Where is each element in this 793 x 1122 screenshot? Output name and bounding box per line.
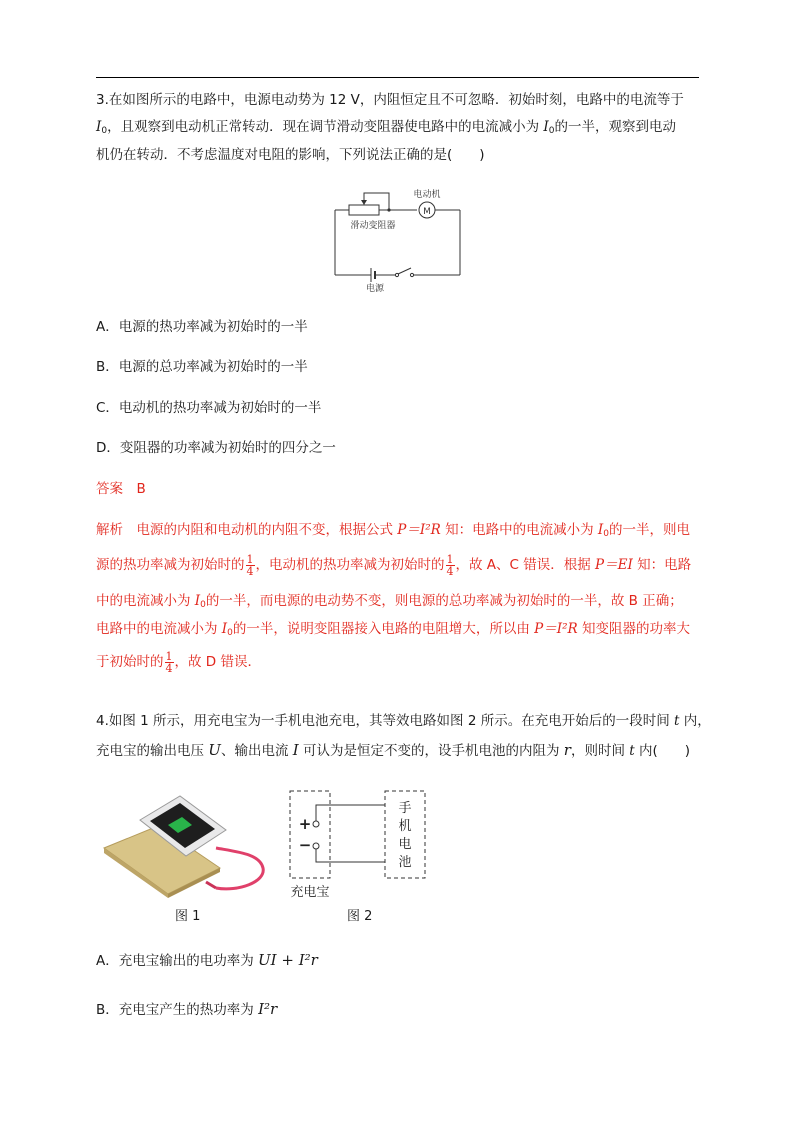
rheostat-label: 滑动变阻器 — [350, 221, 396, 231]
motor-label: 电动机 — [413, 190, 441, 200]
q3-circuit-diagram — [325, 186, 470, 294]
fig2-equivalent-circuit — [285, 788, 435, 900]
q4-stem-line2: 充电宝的输出电压 U、输出电流 I 可认为是恒定不变的，设手机电池的内阻为 r，则时间 t 内( ) — [96, 741, 691, 759]
q3-stem-line3: 机仍在转动．不考虑温度对电阻的影响，下列说法正确的是( ) — [96, 147, 485, 163]
switch-symbol — [398, 268, 411, 274]
q3-analysis-line2: 源的热功率减为初始时的 $\frac{1}{4}$ ，电动机的热功率减为初始时的 $\frac{1}{4}$ ，故 A、C 错误．根据 P＝EI 知：电路 — [96, 552, 692, 578]
motor-symbol-label: M — [423, 207, 431, 217]
phone-battery-label-char: 电 — [398, 837, 412, 852]
charging-cable — [216, 848, 263, 889]
q4-stem-line1: 4.如图 1 所示，用充电宝为一手机电池充电，其等效电路如图 2 所示。在充电开始后的一段时间 t 内， — [96, 713, 711, 729]
q3-stem-line2: $I_0$，且观察到电动机正常转动．现在调节滑动变阻器使电路中的电流减小为 $I_0$的一半，观察到电动 — [96, 119, 676, 136]
phone-battery-label-char: 池 — [398, 855, 412, 870]
fig2-caption: 图 2 — [347, 909, 373, 924]
q3-analysis-line1: 解析 电源的内阻和电动机的内阻不变，根据公式 P＝I²R 知：电路中的电流减小为 $I_0$的一半，则电 — [96, 522, 690, 539]
q3-option-d: D．变阻器的功率减为初始时的四分之一 — [96, 440, 336, 456]
header-rule — [96, 77, 699, 78]
q3-option-a: A．电源的热功率减为初始时的一半 — [96, 319, 308, 335]
q3-answer: 答案 B — [96, 481, 146, 497]
plus-terminal-label: + — [298, 815, 312, 833]
q3-stem-line1: 3.在如图所示的电路中，电源电动势为 12 V，内阻恒定且不可忽略．初始时刻，电路中的电流等于 — [96, 92, 684, 108]
fraction-one-quarter: $\frac{1}{4}$ — [165, 649, 173, 675]
minus-terminal-label: − — [298, 836, 312, 854]
q3-analysis-line3: 中的电流减小为 $I_0$的一半，而电源的电动势不变，则电源的总功率减为初始时的一半，故 B 正确； — [96, 593, 683, 610]
phone-battery-label-char: 手 — [398, 801, 412, 816]
q3-analysis-line4: 电路中的电流减小为 $I_0$的一半，说明变阻器接入电路的电阻增大，所以由 P＝I²R 知变阻器的功率大 — [96, 621, 690, 638]
charger-dashed-box — [290, 791, 330, 878]
fraction-one-quarter: $\frac{1}{4}$ — [246, 552, 254, 578]
phone-battery-label-char: 机 — [398, 819, 412, 834]
rheostat-symbol — [349, 205, 379, 215]
fig1-phone-charging-image — [98, 790, 273, 900]
q3-analysis-line5: 于初始时的 $\frac{1}{4}$ ，故 D 错误． — [96, 649, 261, 675]
q3-option-c: C．电动机的热功率减为初始时的一半 — [96, 400, 322, 416]
fraction-one-quarter: $\frac{1}{4}$ — [446, 552, 454, 578]
fig1-caption: 图 1 — [175, 909, 201, 924]
charger-label: 充电宝 — [290, 885, 330, 900]
source-label: 电源 — [365, 284, 385, 294]
q4-option-b: B．充电宝产生的热功率为 I²r — [96, 1000, 278, 1018]
q3-option-b: B．电源的总功率减为初始时的一半 — [96, 359, 308, 375]
q4-option-a: A．充电宝输出的电功率为 UI + I²r — [96, 951, 318, 969]
